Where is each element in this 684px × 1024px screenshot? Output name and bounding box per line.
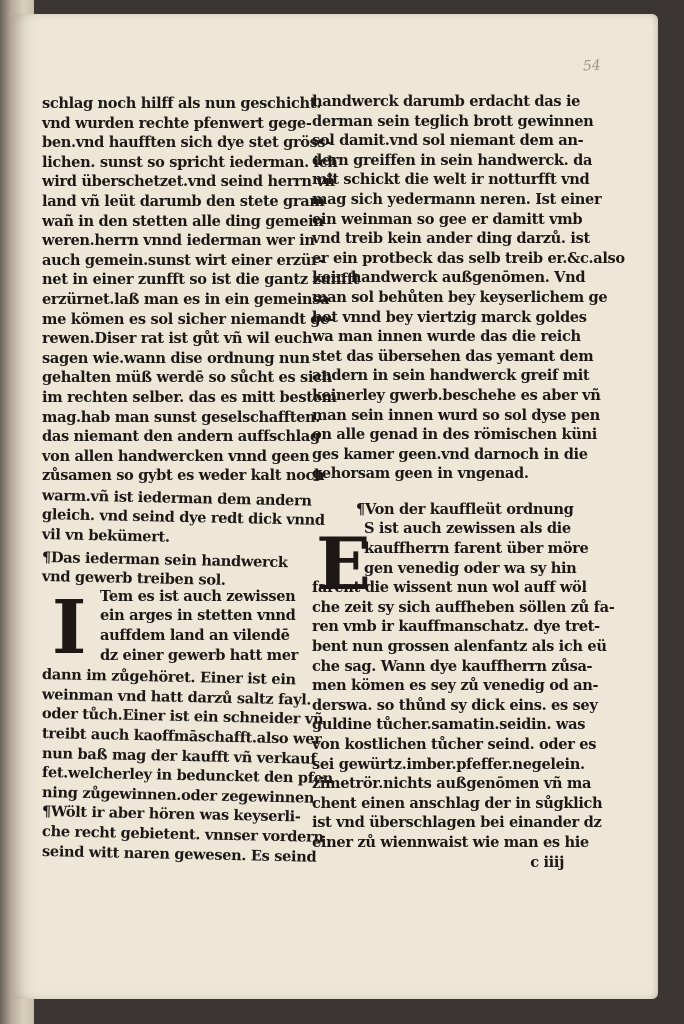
text-line: sei gewürtz.imber.pfeffer.negelein. — [312, 755, 585, 773]
text-line: einer zů wiennwaist wie man es hie — [312, 833, 589, 851]
heading-text: Das iederman sein handwerck — [50, 548, 288, 571]
text-line: fet.welcherley in beduncket den pfen — [41, 764, 333, 788]
text-line: schlag noch hilff als nun geschicht. — [42, 95, 321, 112]
folio-number: 54 — [582, 57, 602, 75]
paragraph-mark-icon: ¶ — [356, 500, 365, 518]
text-line: keinerley gwerb.beschehe es aber vñ — [312, 386, 601, 404]
text-line-content: Wölt ir aber hören was keyserli- — [50, 803, 301, 826]
text-line: S ist auch zewissen als die — [364, 520, 571, 538]
text-line: mag sich yedermann neren. Ist einer — [312, 190, 602, 208]
text-line: gleich. vnd seind dye redt dick vnnd — [41, 506, 325, 530]
text-line: men kömen es sey zů venedig od an- — [312, 677, 599, 695]
text-line: auffdem land an vilendē — [100, 627, 290, 645]
text-line: vnd wurden rechte pfenwert gege- — [42, 114, 312, 132]
section-heading: vnd gewerb treiben sol. — [41, 568, 226, 590]
text-line: treibt auch kaoffmāschafft.also wer — [41, 725, 322, 748]
decorated-initial: I — [51, 584, 87, 671]
text-line: ben.vnd haufften sich dye stet gröss- — [42, 134, 332, 152]
text-line: wird überschetzet.vnd seind herrn vñ — [42, 173, 335, 191]
text-line: land vñ leüt darumb den stete gram — [42, 192, 325, 210]
decorated-initial: E — [316, 521, 371, 607]
text-line: che zeit sy sich auffheben söllen zů fa- — [312, 598, 615, 616]
text-line: bot vnnd bey viertzig marck goldes — [312, 308, 587, 326]
text-line: Tem es ist auch zewissen — [100, 587, 296, 605]
text-line: gehalten müß werdē so sůcht es sich — [42, 369, 332, 387]
text-line: dz einer gewerb hatt mer — [100, 646, 299, 664]
text-line: bent nun grossen alenfantz als ich eü — [312, 638, 607, 656]
text-line: ges kamer geen.vnd darnoch in die — [312, 445, 588, 463]
text-line: rewen.Diser rat ist gůt vñ wil euch — [42, 330, 313, 348]
left-column — [41, 94, 360, 866]
text-line: guldine tůcher.samatin.seidin. was — [312, 716, 586, 734]
text-line: man sein innen wurd so sol dyse pen — [312, 406, 600, 424]
text-line: handwerck darumb erdacht das ie — [312, 93, 581, 110]
text-line: ist vnd überschlagen bei einander dz — [312, 814, 602, 832]
text-line: seind witt naren gewesen. Es seind — [41, 842, 317, 866]
text-line: derman sein teglich brott gewinnen — [312, 112, 594, 130]
text-line: von allen handwercken vnnd geen — [42, 447, 310, 465]
section-gap — [312, 484, 594, 500]
text-line: vil vn bekümert. — [41, 526, 170, 546]
text-line: stet das übersehen das yemant dem — [312, 347, 594, 365]
text-line: mit schickt die welt ir notturfft vnd — [312, 171, 590, 189]
text-line: kauffherrn farent über möre — [364, 540, 589, 558]
text-line: net in einer zunfft so ist die gantz zunfft — [42, 271, 360, 289]
text-line: on alle genad in des römischen küni — [312, 426, 597, 444]
text-line: andern in sein handwerck greif mit — [312, 367, 590, 385]
text-line: kein handwerck außgenōmen. Vnd — [312, 269, 586, 287]
text-line: das niemant den andern auffschlag — [42, 428, 320, 446]
text-line: warm.vñ ist iederman dem andern — [41, 486, 312, 510]
text-line: mag.hab man sunst geselschafften. — [42, 408, 321, 426]
paragraph-mark-icon: ¶ — [41, 548, 52, 566]
text-line: gehorsam geen in vngenad. — [312, 465, 529, 483]
text-line: gen venedig oder wa sy hin — [364, 559, 577, 577]
text-line: zůsamen so gybt es weder kalt noch — [42, 467, 325, 485]
text-line: derswa. so thůnd sy dick eins. es sey — [312, 696, 598, 714]
text-line: che sag. Wann dye kauffherrn zůsa- — [312, 657, 593, 675]
text-line: lichen. sunst so spricht iederman. ich — [42, 153, 338, 171]
text-line: im rechten selber. das es mitt bestem — [42, 388, 337, 406]
text-line: dann im zůgehöret. Einer ist ein — [41, 666, 296, 689]
text-line: weinman vnd hatt darzů saltz fayl. — [41, 685, 312, 709]
text-line: vnd treib kein ander ding darzů. ist — [312, 230, 590, 248]
text-line: chent einen anschlag der in sůgklich — [312, 794, 603, 812]
text-line: sol damit.vnd sol niemant dem an- — [312, 132, 584, 150]
text-line: weren.herrn vnnd iederman wer in — [42, 232, 315, 250]
text-line: sagen wie.wann dise ordnung nun — [42, 349, 310, 367]
text-line: erzürnet.laß man es in ein gemeinsa — [42, 290, 330, 308]
section-heading — [312, 500, 594, 520]
text-line: ein arges in stetten vnnd — [100, 607, 296, 625]
text-line: von kostlichen tůcher seind. oder es — [312, 736, 597, 753]
text-line: oder tůch.Einer ist ein schneider vñ — [41, 705, 324, 729]
text-line: dern greiffen in sein handwerck. da — [312, 151, 593, 169]
right-column — [312, 92, 625, 872]
text-line: ren vmb ir kauffmanschatz. dye tret- — [312, 618, 600, 636]
book-page — [12, 14, 658, 999]
text-line: auch gemein.sunst wirt einer erzür- — [42, 251, 325, 269]
text-line: wa man innen wurde das die reich — [312, 328, 581, 346]
text-line: man sol behůten bey keyserlichem ge — [312, 288, 608, 306]
text-line: wañ in den stetten alle ding gemein — [42, 212, 324, 230]
text-line: nun baß mag der kaufft vñ verkauf — [41, 744, 317, 768]
heading-text: Von der kauffleüt ordnung — [364, 500, 574, 518]
text-line: farent die wissent nun wol auff wöl — [312, 579, 587, 597]
text-line: zimetrör.nichts außgenōmen vñ ma — [312, 775, 592, 793]
text-line: che recht gebietent. vnnser vordern — [41, 822, 324, 846]
text-line: ein weinman so gee er damitt vmb — [312, 210, 583, 228]
initial-paragraph — [42, 584, 310, 671]
text-line: ning zůgewinnen.oder zegewinnen — [41, 783, 315, 807]
signature-mark: c iiij — [530, 853, 564, 871]
text-line: me kömen es sol sicher niemandt ge- — [42, 310, 335, 328]
text-line: er ein protbeck das selb treib er.&c.also — [312, 249, 625, 267]
paragraph-mark-icon: ¶ — [41, 803, 52, 821]
